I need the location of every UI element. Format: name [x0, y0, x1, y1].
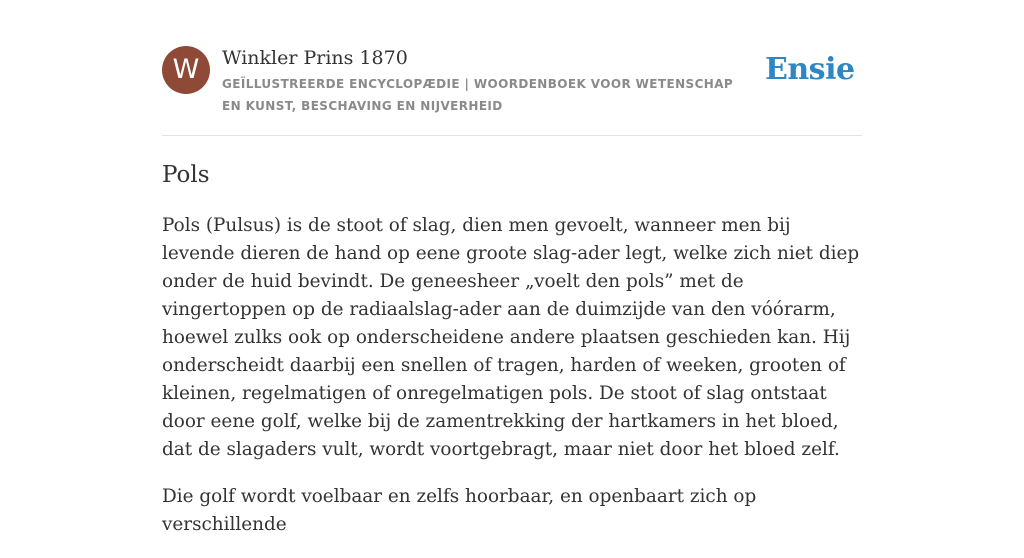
article-body — [162, 212, 862, 558]
source-avatar[interactable]: W — [162, 46, 210, 94]
article-title: Pols — [162, 162, 210, 188]
ensie-logo[interactable]: Ensie — [765, 52, 855, 87]
source-subtitle: GEÏLLUSTREERDE ENCYCLOPÆDIE | WOORDENBOEK VOOR WETENSCHAP EN KUNST, BESCHAVING EN NIJVERHEID — [222, 77, 734, 113]
article-paragraph: Pols (Pulsus) is de stoot of slag, dien men gevoelt, wanneer men bij levende dieren de hand op eene groote slag-ader legt, welke zich niet diep onder de huid bevindt. De geneesheer „voelt den pols” met de vingertoppen op de radiaalslag-ader aan de duimzijde van den vóórarm, hoewel zulks ook op onderscheidene andere plaatsen geschieden kan. Hij onderscheidt daarbij een snellen of tragen, harden of weeken, grooten of kleinen, regelmatigen of onregelmatigen pols. De stoot of slag ontstaat door eene golf, welke bij de zamentrekking der hartkamers in het bloed, dat de slagaders vult, wordt voortgebragt, maar niet door het bloed zelf. — [162, 215, 860, 460]
source-header — [162, 46, 862, 116]
header-divider — [162, 135, 862, 136]
article-paragraph: Die golf wordt voelbaar en zelfs hoorbaar, en openbaart zich op verschillende — [162, 486, 757, 535]
source-title[interactable]: Winkler Prins 1870 — [222, 47, 408, 69]
